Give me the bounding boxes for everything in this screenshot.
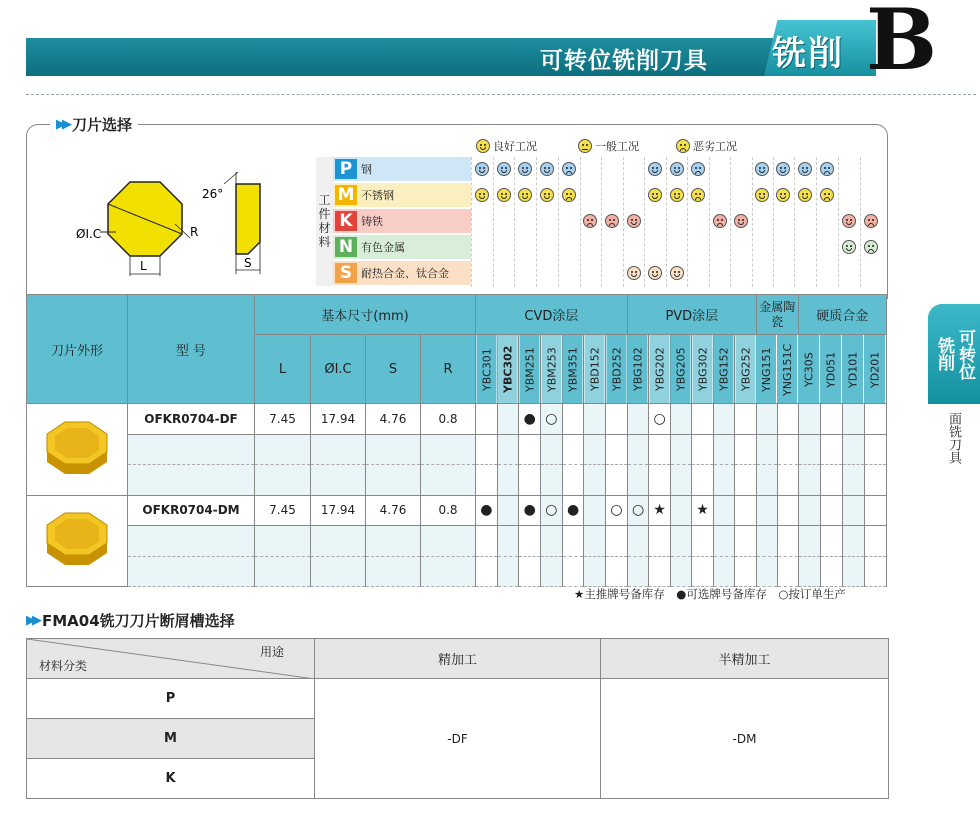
- empty-cell: [842, 434, 864, 465]
- empty-cell: [735, 526, 757, 557]
- material-m: M: [27, 719, 315, 759]
- empty-cell: [798, 434, 820, 465]
- grade-mark: ○: [649, 404, 671, 435]
- empty-cell: [649, 526, 671, 557]
- bad-face-icon: [713, 214, 727, 228]
- material-p: P: [27, 679, 315, 719]
- empty-cell: [627, 465, 649, 496]
- good-face-icon: [776, 162, 790, 176]
- header-badge-text: 铣削: [772, 34, 844, 74]
- grade-ybg205: YBG205: [670, 335, 692, 404]
- material-row-m: [333, 183, 471, 207]
- empty-cell: [476, 556, 498, 587]
- grade-mark: [735, 495, 757, 526]
- grade-ybg302: YBG302: [692, 335, 714, 404]
- grid-line: [773, 157, 774, 287]
- grid-line: [580, 157, 581, 287]
- good-face-icon: [798, 162, 812, 176]
- grade-mark: [842, 404, 864, 435]
- grade-mark: [756, 495, 777, 526]
- empty-cell: [756, 465, 777, 496]
- grade-yd201: YD201: [864, 335, 886, 404]
- legend-bad: 恶劣工况: [676, 138, 737, 154]
- grid-line: [558, 157, 559, 287]
- grid-line: [816, 157, 817, 287]
- good-face-icon: [755, 162, 769, 176]
- empty-cell: [606, 434, 628, 465]
- empty-cell: [670, 465, 692, 496]
- empty-cell: [692, 434, 714, 465]
- empty-cell: [562, 434, 584, 465]
- l-label: L: [140, 259, 147, 273]
- empty-cell: [497, 526, 519, 557]
- corner-use: 用途: [259, 645, 284, 659]
- empty-cell: [713, 526, 735, 557]
- grade-mark: [820, 495, 842, 526]
- double-arrow-icon: ▶▶: [56, 117, 68, 132]
- grade-mark: [777, 404, 798, 435]
- insert-diagram: [60, 170, 280, 280]
- good-face-icon: [734, 214, 748, 228]
- bad-face-icon: [562, 162, 576, 176]
- material-letter: S: [335, 263, 357, 283]
- good-face-icon: [475, 188, 489, 202]
- grid-line: [644, 157, 645, 287]
- empty-cell: [606, 556, 628, 587]
- col-shape-header: 刀片外形: [27, 295, 128, 404]
- grade-yng151: YNG151: [756, 335, 777, 404]
- value-semi-finishing: -DM: [601, 679, 889, 799]
- ic-label: ØI.C: [76, 227, 102, 241]
- bad-face-icon: [864, 214, 878, 228]
- dim-r: R: [421, 335, 476, 404]
- empty-cell: [756, 556, 777, 587]
- empty-cell: [756, 434, 777, 465]
- good-face-icon: [670, 266, 684, 280]
- empty-cell: [541, 526, 563, 557]
- material-letter: P: [335, 159, 357, 179]
- model-cell: OFKR0704-DM: [128, 495, 255, 526]
- grade-mark: ○: [606, 495, 628, 526]
- insert-side-view: [236, 184, 260, 254]
- material-k: K: [27, 759, 315, 799]
- empty-cell: [798, 556, 820, 587]
- material-letter: K: [335, 211, 357, 231]
- empty-cell: [128, 434, 255, 465]
- grade-yd051: YD051: [820, 335, 842, 404]
- model-cell: OFKR0704-DF: [128, 404, 255, 435]
- empty-cell: [366, 526, 421, 557]
- empty-cell: [777, 434, 798, 465]
- grade-mark: [584, 404, 606, 435]
- empty-cell: [497, 556, 519, 587]
- grid-line: [601, 157, 602, 287]
- empty-cell: [842, 556, 864, 587]
- grid-line: [709, 157, 710, 287]
- chapter-letter: B: [866, 0, 937, 89]
- empty-cell: [519, 434, 541, 465]
- legend-footnote: ★主推牌号备库存 ●可选牌号备库存 ○按订单生产: [574, 587, 846, 601]
- grade-ybd252: YBD252: [606, 335, 628, 404]
- empty-cell: [820, 434, 842, 465]
- bad-face-icon: [691, 162, 705, 176]
- bad-face-icon: [820, 188, 834, 202]
- grade-ybc301: YBC301: [476, 335, 498, 404]
- grade-mark: [670, 495, 692, 526]
- good-face-icon: [476, 139, 490, 153]
- grid-line: [752, 157, 753, 287]
- material-name: 耐热合金、钛合金: [361, 267, 449, 280]
- side-tab-text-b: 可转位: [955, 328, 975, 380]
- grid-line: [666, 157, 667, 287]
- table-row: [27, 404, 887, 435]
- section2-title: ▶▶ FMA04铣刀刀片断屑槽选择: [26, 612, 235, 630]
- good-face-icon: [648, 266, 662, 280]
- empty-cell: [584, 465, 606, 496]
- side-sub-label: 面铣刀具: [946, 412, 961, 464]
- empty-cell: [541, 465, 563, 496]
- good-face-icon: [798, 188, 812, 202]
- table-row: [27, 434, 887, 465]
- empty-cell: [128, 556, 255, 587]
- empty-cell: [366, 465, 421, 496]
- grade-ybm351: YBM351: [562, 335, 584, 404]
- empty-cell: [864, 434, 886, 465]
- empty-cell: [864, 556, 886, 587]
- dim-value: 0.8: [421, 404, 476, 435]
- empty-cell: [713, 434, 735, 465]
- section-title: ▶▶ 刀片选择: [50, 114, 138, 135]
- good-face-icon: [670, 188, 684, 202]
- table-row: [27, 465, 887, 496]
- grid-line: [493, 157, 494, 287]
- group-cermet: 金属陶瓷: [756, 295, 798, 335]
- empty-cell: [820, 526, 842, 557]
- empty-cell: [128, 465, 255, 496]
- empty-cell: [497, 465, 519, 496]
- empty-cell: [255, 434, 311, 465]
- empty-cell: [255, 526, 311, 557]
- empty-cell: [627, 526, 649, 557]
- rating-grid: [471, 157, 882, 287]
- empty-cell: [519, 556, 541, 587]
- empty-cell: [562, 465, 584, 496]
- grade-ybd152: YBD152: [584, 335, 606, 404]
- empty-cell: [842, 465, 864, 496]
- grade-mark: [735, 404, 757, 435]
- material-row-k: [333, 209, 471, 233]
- empty-cell: [798, 465, 820, 496]
- empty-cell: [777, 465, 798, 496]
- side-tab-text-a: 铣削: [934, 337, 954, 371]
- good-face-icon: [540, 162, 554, 176]
- empty-cell: [366, 434, 421, 465]
- dim-l: L: [255, 335, 311, 404]
- good-face-icon: [497, 162, 511, 176]
- empty-cell: [735, 556, 757, 587]
- group-carbide: 硬质合金: [798, 295, 886, 335]
- grade-mark: ●: [476, 495, 498, 526]
- good-face-icon: [776, 188, 790, 202]
- grid-line: [730, 157, 731, 287]
- grade-yd101: YD101: [842, 335, 864, 404]
- good-face-icon: [648, 162, 662, 176]
- empty-cell: [649, 465, 671, 496]
- empty-cell: [798, 526, 820, 557]
- good-face-icon: [540, 188, 554, 202]
- material-name: 铸铁: [361, 215, 383, 228]
- good-face-icon: [518, 162, 532, 176]
- grade-mark: [497, 404, 519, 435]
- grade-mark: [584, 495, 606, 526]
- empty-cell: [606, 465, 628, 496]
- empty-cell: [735, 434, 757, 465]
- insert-photo-icon: [37, 416, 117, 480]
- r-label: R: [190, 225, 199, 239]
- empty-cell: [692, 465, 714, 496]
- divider: [26, 94, 976, 95]
- grade-yc30s: YC30S: [798, 335, 820, 404]
- value-finishing: -DF: [315, 679, 601, 799]
- material-name: 钢: [361, 163, 372, 176]
- grade-mark: [562, 404, 584, 435]
- empty-cell: [421, 434, 476, 465]
- empty-cell: [627, 434, 649, 465]
- empty-cell: [562, 526, 584, 557]
- grade-mark: [798, 495, 820, 526]
- insert-shape-image: [27, 404, 128, 496]
- good-face-icon: [842, 214, 856, 228]
- grade-mark: [820, 404, 842, 435]
- corner-material: 材料分类: [39, 659, 88, 673]
- empty-cell: [670, 556, 692, 587]
- empty-cell: [713, 465, 735, 496]
- empty-cell: [476, 526, 498, 557]
- group-pvd: PVD涂层: [627, 295, 756, 335]
- mid-face-icon: [578, 139, 592, 153]
- grade-mark: [692, 404, 714, 435]
- empty-cell: [584, 556, 606, 587]
- empty-cell: [366, 556, 421, 587]
- bad-face-icon: [676, 139, 690, 153]
- empty-cell: [692, 556, 714, 587]
- page-title: 可转位铣削刀具: [540, 48, 708, 74]
- empty-cell: [497, 434, 519, 465]
- empty-cell: [519, 526, 541, 557]
- grid-line: [860, 157, 861, 287]
- good-face-icon: [475, 162, 489, 176]
- dim-value: 17.94: [311, 404, 366, 435]
- empty-cell: [777, 556, 798, 587]
- grade-ybm251: YBM251: [519, 335, 541, 404]
- empty-cell: [864, 465, 886, 496]
- empty-cell: [670, 434, 692, 465]
- col-dims-header: 基本尺寸(mm): [255, 295, 476, 335]
- empty-cell: [421, 465, 476, 496]
- dim-value: 7.45: [255, 404, 311, 435]
- material-name: 有色金属: [361, 241, 405, 254]
- grade-ybg202: YBG202: [649, 335, 671, 404]
- empty-cell: [311, 556, 366, 587]
- grid-line: [794, 157, 795, 287]
- grid-line: [623, 157, 624, 287]
- good-face-icon: [648, 188, 662, 202]
- table-row: [27, 495, 887, 526]
- empty-cell: [670, 526, 692, 557]
- good-face-icon: [627, 266, 641, 280]
- insert-shape-image: [27, 495, 128, 587]
- empty-cell: [255, 556, 311, 587]
- grade-mark: [627, 404, 649, 435]
- grade-mark: ○: [541, 495, 563, 526]
- empty-cell: [864, 526, 886, 557]
- grid-line: [471, 157, 472, 287]
- chipbreaker-table: [26, 638, 889, 799]
- dim-value: 7.45: [255, 495, 311, 526]
- angle-label: 26°: [202, 187, 224, 201]
- good-face-icon: [518, 188, 532, 202]
- grade-mark: ★: [692, 495, 714, 526]
- material-row-n: [333, 235, 471, 259]
- grade-mark: [864, 495, 886, 526]
- empty-cell: [756, 526, 777, 557]
- grade-mark: ●: [519, 495, 541, 526]
- good-face-icon: [627, 214, 641, 228]
- grade-mark: ●: [519, 404, 541, 435]
- group-cvd: CVD涂层: [476, 295, 628, 335]
- insert-photo-icon: [37, 507, 117, 571]
- grade-mark: [670, 404, 692, 435]
- empty-cell: [820, 465, 842, 496]
- material-letter: M: [335, 185, 357, 205]
- bad-face-icon: [562, 188, 576, 202]
- s-label: S: [244, 256, 252, 270]
- table-row: [27, 526, 887, 557]
- bad-face-icon: [864, 240, 878, 254]
- empty-cell: [713, 556, 735, 587]
- grade-mark: [497, 495, 519, 526]
- col-semi-finishing: 半精加工: [601, 639, 889, 679]
- empty-cell: [421, 556, 476, 587]
- empty-cell: [311, 465, 366, 496]
- dim-s: S: [366, 335, 421, 404]
- bad-face-icon: [820, 162, 834, 176]
- grid-line: [687, 157, 688, 287]
- side-chapter-tab[interactable]: [928, 304, 980, 404]
- good-face-icon: [755, 188, 769, 202]
- bad-face-icon: [605, 214, 619, 228]
- empty-cell: [735, 465, 757, 496]
- empty-cell: [562, 556, 584, 587]
- empty-cell: [541, 434, 563, 465]
- grade-mark: [864, 404, 886, 435]
- material-letter: N: [335, 237, 357, 257]
- grid-line: [536, 157, 537, 287]
- grid-line: [514, 157, 515, 287]
- empty-cell: [584, 526, 606, 557]
- empty-cell: [649, 434, 671, 465]
- empty-cell: [692, 526, 714, 557]
- bad-face-icon: [691, 188, 705, 202]
- good-face-icon: [670, 162, 684, 176]
- grade-ybc302: YBC302: [497, 335, 519, 404]
- empty-cell: [128, 526, 255, 557]
- grade-mark: [777, 495, 798, 526]
- table-row: [27, 556, 887, 587]
- empty-cell: [649, 556, 671, 587]
- empty-cell: [820, 556, 842, 587]
- grade-ybm253: YBM253: [541, 335, 563, 404]
- grade-mark: ★: [649, 495, 671, 526]
- header-bar: [26, 38, 870, 76]
- material-row-s: [333, 261, 471, 285]
- grade-mark: [756, 404, 777, 435]
- dim-value: 0.8: [421, 495, 476, 526]
- empty-cell: [777, 526, 798, 557]
- grade-mark: [476, 404, 498, 435]
- empty-cell: [584, 434, 606, 465]
- empty-cell: [255, 465, 311, 496]
- empty-cell: [476, 434, 498, 465]
- insert-table: [26, 294, 887, 587]
- dim-ic: ØI.C: [311, 335, 366, 404]
- empty-cell: [311, 526, 366, 557]
- col-model-header: 型 号: [128, 295, 255, 404]
- empty-cell: [421, 526, 476, 557]
- legend-good: 良好工况: [476, 138, 537, 154]
- grade-mark: [713, 404, 735, 435]
- grade-mark: ●: [562, 495, 584, 526]
- grade-mark: [842, 495, 864, 526]
- empty-cell: [842, 526, 864, 557]
- material-row-p: [333, 157, 471, 181]
- grade-mark: [798, 404, 820, 435]
- grade-ybg152: YBG152: [713, 335, 735, 404]
- empty-cell: [606, 526, 628, 557]
- empty-cell: [541, 556, 563, 587]
- grid-line: [838, 157, 839, 287]
- empty-cell: [311, 434, 366, 465]
- col-finishing: 精加工: [315, 639, 601, 679]
- empty-cell: [476, 465, 498, 496]
- dim-value: 17.94: [311, 495, 366, 526]
- empty-cell: [519, 465, 541, 496]
- good-face-icon: [497, 188, 511, 202]
- grade-mark: [606, 404, 628, 435]
- grade-mark: ○: [627, 495, 649, 526]
- grade-yng151c: YNG151C: [777, 335, 798, 404]
- grade-ybg102: YBG102: [627, 335, 649, 404]
- corner-cell: [27, 639, 315, 679]
- dim-value: 4.76: [366, 404, 421, 435]
- empty-cell: [627, 556, 649, 587]
- grade-ybg252: YBG252: [735, 335, 757, 404]
- material-name: 不锈钢: [361, 189, 394, 202]
- grade-mark: ○: [541, 404, 563, 435]
- legend-mid: 一般工况: [578, 138, 639, 154]
- grade-mark: [713, 495, 735, 526]
- good-face-icon: [842, 240, 856, 254]
- bad-face-icon: [583, 214, 597, 228]
- double-arrow-icon: ▶▶: [26, 613, 38, 628]
- dim-value: 4.76: [366, 495, 421, 526]
- material-label: 工件材料: [316, 157, 333, 286]
